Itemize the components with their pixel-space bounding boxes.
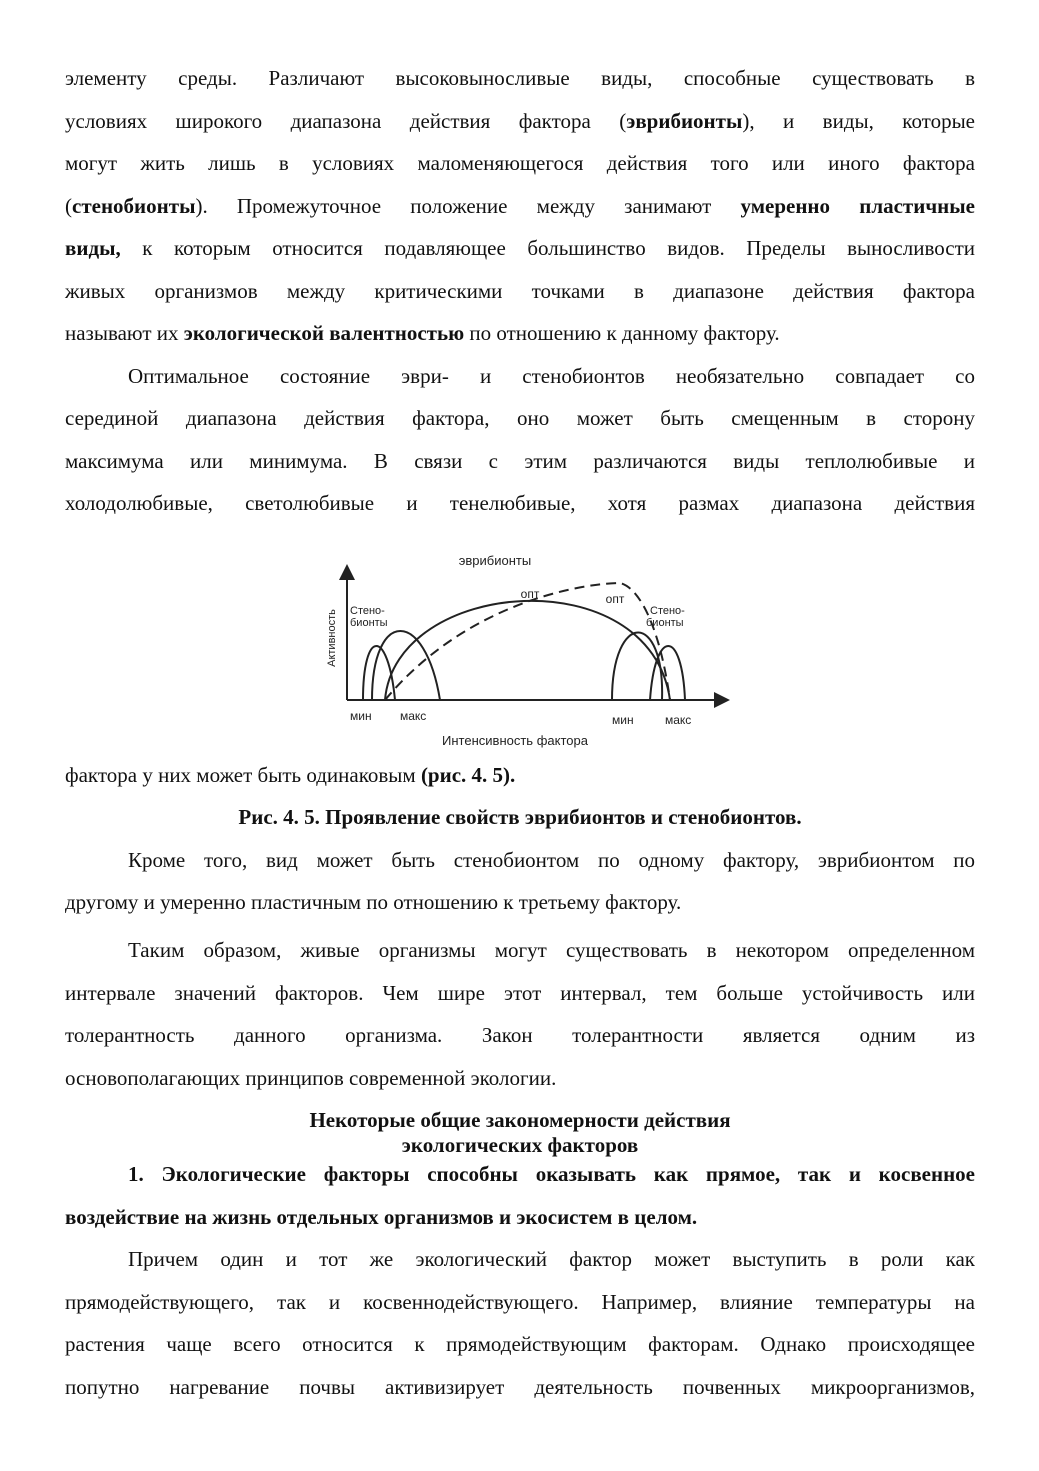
paragraph-2-line-3: максимума или минимума. В связи с этим различаются виды теплолюбивые и xyxy=(65,449,975,473)
label-stenobionts-right-1: Стено- xyxy=(650,605,685,617)
paragraph-5-line-4: попутно нагревание почвы активизирует деятельность почвенных микроорганизмов, xyxy=(65,1375,975,1399)
paragraph-1-line-5: виды, к которым относится подавляющее большинство видов. Пределы выносливости xyxy=(65,236,975,260)
label-max-left: макс xyxy=(400,709,427,723)
term-ecological-valence: экологической валентностью xyxy=(183,321,465,345)
rule-1-line-2: воздействие на жизнь отдельных организмов и экосистем в целом. xyxy=(65,1205,698,1229)
paragraph-4-line-2: интервале значений факторов. Чем шире этот интервал, тем больше устойчивость или xyxy=(65,981,975,1005)
paragraph-4-line-3: толерантность данного организма. Закон толерантности является одним из xyxy=(65,1023,975,1047)
paragraph-1-line-3: могут жить лишь в условиях маломеняющегося действия того или иного фактора xyxy=(65,151,975,175)
paragraph-5-line-3: растения чаще всего относится к прямодействующим факторам. Однако происходящее xyxy=(65,1332,975,1356)
term-stenobionts: стенобионты xyxy=(72,194,196,218)
figure-caption: Рис. 4. 5. Проявление свойств эврибионтов и стенобионтов. xyxy=(238,805,802,829)
paragraph-2-line-5: фактора у них может быть одинаковым (рис. 4. 5). xyxy=(65,763,516,787)
section-heading-line-1: Некоторые общие закономерности действия xyxy=(309,1108,731,1132)
paragraph-3-line-1: Кроме того, вид может быть стенобионтом по одному фактору, эврибионтом по xyxy=(128,848,975,872)
label-eurybionts: эврибионты xyxy=(458,553,532,568)
figure-reference: (рис. 4. 5). xyxy=(420,763,516,787)
paragraph-1-line-7: называют их экологической валентностью по отношению к данному фактору. xyxy=(65,321,780,345)
term-eurybionts: эврибионты xyxy=(626,109,743,133)
stenobiont-right-curve-2 xyxy=(650,646,685,700)
eurybiont-curve xyxy=(385,601,670,700)
term-moderately-plastic: умеренно пластичные xyxy=(740,194,975,218)
label-stenobionts-right-2: бионты xyxy=(646,617,684,629)
paragraph-5-line-1: Причем один и тот же экологический фактор может выступить в роли как xyxy=(128,1247,975,1271)
label-opt-left: опт xyxy=(520,587,540,601)
label-min-right: мин xyxy=(612,713,634,727)
paragraph-4-line-1: Таким образом, живые организмы могут существовать в некотором определенном xyxy=(128,938,975,962)
paragraph-1-line-2: условиях широкого диапазона действия фактора (эврибионты), и виды, которые xyxy=(65,109,975,133)
label-min-left: мин xyxy=(350,709,372,723)
paragraph-3-line-2: другому и умеренно пластичным по отношению к третьему фактору. xyxy=(65,890,682,914)
paragraph-1-line-6: живых организмов между критическими точками в диапазоне действия фактора xyxy=(65,279,975,303)
paragraph-2-line-1: Оптимальное состояние эври- и стенобионтов необязательно совпадает со xyxy=(128,364,975,388)
stenobiont-left-curve-2 xyxy=(372,631,440,700)
paragraph-1-line-1: элементу среды. Различают высоковыносливые виды, способные существовать в xyxy=(65,66,975,90)
paragraph-5-line-2: прямодействующего, так и косвеннодействующего. Например, влияние температуры на xyxy=(65,1290,975,1314)
label-stenobionts-left-2: бионты xyxy=(350,617,388,629)
x-axis-label: Интенсивность фактора xyxy=(442,733,588,748)
paragraph-2-line-4: холодолюбивые, светолюбивые и тенелюбивые, хотя размах диапазона действия xyxy=(65,491,975,515)
label-stenobionts-left-1: Стено- xyxy=(350,605,385,617)
rule-1-line-1: 1. Экологические факторы способны оказывать как прямое, так и косвенное xyxy=(128,1162,975,1186)
section-heading-line-2: экологических факторов xyxy=(401,1133,639,1157)
figure-eury-steno-diagram xyxy=(320,548,730,756)
y-axis-label: Активность xyxy=(326,609,338,667)
paragraph-1-line-4: (стенобионты). Промежуточное положение между занимают умеренно пластичные xyxy=(65,194,975,218)
label-opt-right: опт xyxy=(605,592,625,606)
paragraph-2-line-2: серединой диапазона действия фактора, оно может быть смещенным в сторону xyxy=(65,406,975,430)
paragraph-4-line-4: основополагающих принципов современной экологии. xyxy=(65,1066,557,1090)
label-max-right: макс xyxy=(665,713,692,727)
